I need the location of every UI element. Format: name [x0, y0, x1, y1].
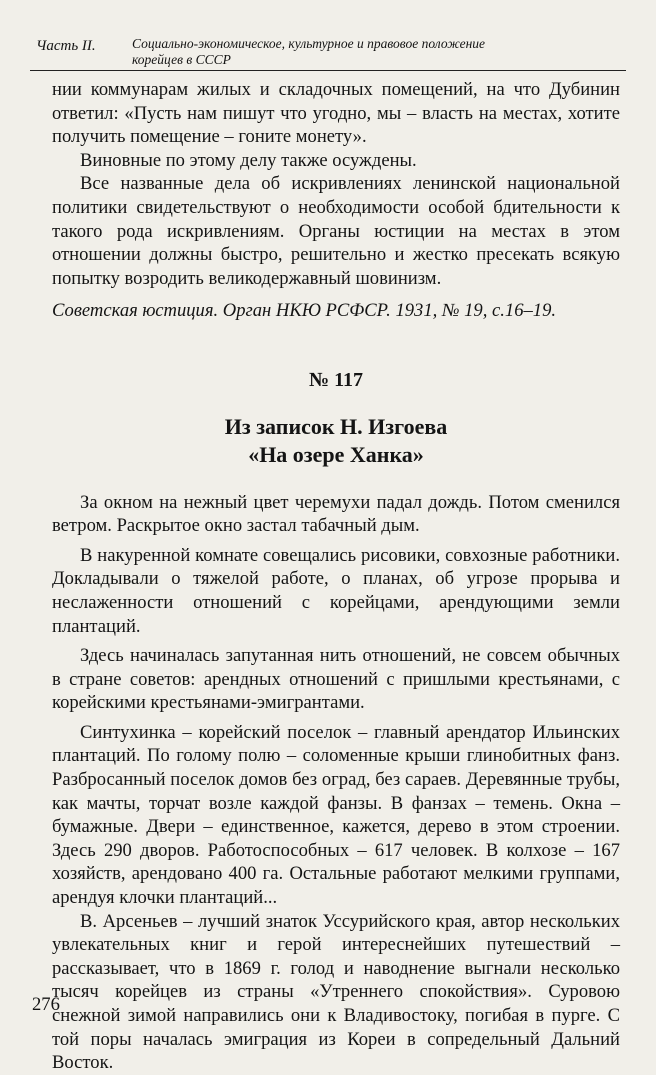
- story-paragraph-4: Синтухинка – корейский поселок – главный арендатор Ильинских плантаций. По голому полю – соломенные крыши глинобитных фанз. Разбросанный поселок домов без оград, без сараев. Деревянные трубы, как мачты, торчат возле каждой фанзы. В фанзах – темень. Окна – бумажные. Двери – единственное, кажется, дерево в этом строении. Здесь 290 дворов. Работоспособных – 617 человек. В колхозе – 167 хозяйств, арендовано 400 га. Остальные работают мелкими группами, арендуя клочки плантаций...: [52, 721, 620, 909]
- part-label: Часть II.: [36, 38, 96, 54]
- page-number: 276: [32, 994, 60, 1015]
- header-rule: [30, 70, 626, 71]
- story-paragraph-1: За окном на нежный цвет черемухи падал дождь. Потом сменился ветром. Раскрытое окно застал табачный дым.: [52, 491, 620, 537]
- story-paragraph-3: Здесь начиналась запутанная нить отношений, не совсем обычных в стране советов: арендных отношений с пришлыми крестьянами, с корейскими крестьянами-эмигрантами.: [52, 645, 620, 714]
- header-description-line1: Социально-экономическое, культурное и правовое положение: [132, 36, 486, 51]
- story-paragraph-2: В накуренной комнате совещались рисовики, совхозные работники. Докладывали о тяжелой работе, о планах, об угрозе прорыва и неслаженности отношений с корейцами, арендующими земли плантаций.: [52, 544, 620, 637]
- page-body: [52, 78, 620, 1075]
- header-description: [132, 36, 622, 68]
- document-title: [52, 413, 620, 469]
- header-description-line2: корейцев в СССР: [132, 52, 231, 67]
- document-number: № 117: [309, 368, 363, 391]
- document-title-line2: «На озере Ханка»: [248, 441, 424, 467]
- intro-paragraph-1: нии коммунарам жилых и складочных помещений, на что Дубинин ответил: «Пусть нам пишут что угодно, мы – власть на местах, хотите получить помещение – гоните монету».: [52, 79, 620, 148]
- story-paragraph-5: В. Арсеньев – лучший знаток Уссурийского края, автор нескольких увлекательных книг и герой интереснейших путешествий – рассказывает, что в 1869 г. голод и наводнение выгнали несколько тысяч корейцев из страны «Утреннего спокойствия». Суровою снежной зимой направились они к Владивостоку, погибая в пурге. С той поры началась эмиграция из Кореи в сопредельный Дальний Восток.: [52, 910, 620, 1074]
- story-text: [52, 491, 620, 1075]
- document-title-line1: Из записок Н. Изгоева: [224, 413, 448, 439]
- intro-paragraph-2: Виновные по этому делу также осуждены.: [80, 149, 417, 171]
- source-citation: Советская юстиция. Орган НКЮ РСФСР. 1931, № 19, с.16–19.: [52, 300, 557, 322]
- intro-paragraph-3: Все названные дела об искривлениях ленинской национальной политики свидетельствуют о необходимости особой бдительности к такого рода искривлениям. Органы юстиции на местах в этом отношении должны быстро, решительно и жестко пресекать всякую попытку возродить великодержавный шовинизм.: [52, 173, 620, 289]
